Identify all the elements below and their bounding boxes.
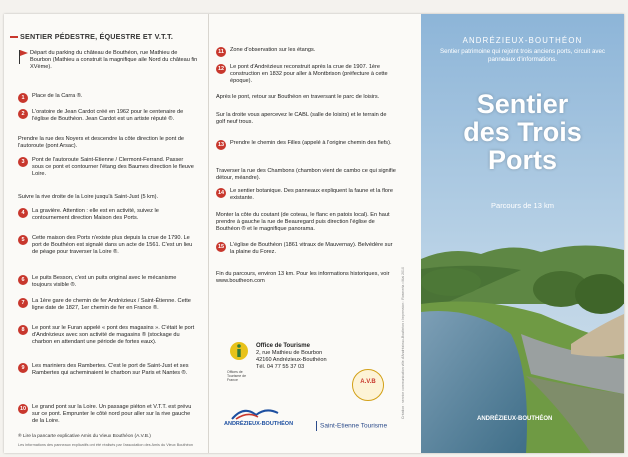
- step-number-badge: 9: [18, 363, 28, 373]
- route-step-text: Pont de l'autoroute Saint-Etienne / Clermont-Ferrand. Passer sous ce pont et contourner l'étang des Baumes direction le fleuve Loire.: [32, 157, 194, 177]
- avb-badge-logo: [352, 369, 384, 401]
- panel-route-part2: [208, 14, 421, 453]
- office-block: [256, 343, 376, 371]
- panel-route-part1: [4, 14, 208, 453]
- step-number-badge: 5: [18, 235, 28, 245]
- route-step-text: Le puits Besson, c'est un puits original avec le mécanisme toujours visible ®.: [32, 275, 177, 288]
- step-number-badge: 8: [18, 325, 28, 335]
- step-number-badge: 7: [18, 298, 28, 308]
- section-header: [10, 32, 173, 41]
- st-etienne-label: Saint-Etienne Tourisme: [320, 422, 388, 430]
- route-step-text: Zone d'observation sur les étangs.: [230, 47, 316, 53]
- route-step-text: Les mariniers des Rambertes. C'est le port de Saint-Just et ses Rambertes qui acheminaient le charbon sur Paris et Nantes ®.: [32, 363, 189, 376]
- footnote: ® Lire la pancarte explicative Amis du Vieux Bouthéon (A.V.B.): [18, 434, 151, 439]
- wave-logo-icon: [224, 403, 284, 421]
- route-step-text: Sur la droite vous apercevez le CABL (salle de loisirs) et le terrain de golf neuf trous.: [216, 112, 387, 125]
- route-step-text: Cette maison des Ports n'existe plus depuis la crue de 1790. Le port de Bouthéon est signalé dans un acte de 1561. C'est un lieu de péage pour traverser la Loire ®.: [32, 235, 193, 255]
- step-number-badge: 11: [216, 47, 226, 57]
- office-address: 2, rue Mathieu de Bourbon: [256, 350, 323, 356]
- cover-logo-text: ANDRÉZIEUX-BOUTHÉON: [477, 416, 553, 422]
- route-step-text: Le pont d'Andrézieux reconstruit après la crue de 1907. 1ère construction en 1832 pour aller à Montbrison (préfecture à cette époque).: [230, 64, 388, 84]
- saint-etienne-tourisme-logo: [316, 421, 387, 431]
- cover-subtitle: Sentier patrimoine qui rejoint trois anciens ports, circuit avec panneaux d'informations.: [439, 48, 606, 63]
- route-step-text: Monter la côte du coutant (de coteau, le flanc en patois local). En haut prendre à gauche la rue de Beauregard puis direction l'église de Bouthéon ® et le magnifique panorama.: [216, 212, 390, 232]
- logo-city-text: ANDRÉZIEUX-BOUTHÉON: [224, 421, 294, 427]
- office-phone: Tél. 04 77 55 37 03: [256, 364, 305, 370]
- step-number-badge: 12: [217, 66, 225, 72]
- route-step-text: Le pont sur le Furan appelé « pont des magasins ». C'était le port d'Andrézieux avec son activité de magasins ® (stockage du charbon en attendant une période de fortes eaux).: [32, 325, 195, 345]
- avb-label: A.V.B: [360, 379, 376, 385]
- office-logo-label: Offices de Tourisme de France: [227, 370, 247, 382]
- step-number-badge: 13: [217, 142, 225, 148]
- cover-photo: [421, 14, 624, 453]
- route-step-text: Le grand pont sur la Loire. Un passage piéton et V.T.T. est prévu sur ce pont. Emprunter le côté nord pour aller sur la rive gauche de la Loire.: [32, 404, 192, 424]
- cover-city: ANDRÉZIEUX-BOUTHÉON: [462, 36, 583, 45]
- step-number-badge: 14: [217, 190, 225, 196]
- title-line-2: des Trois: [463, 117, 582, 147]
- office-city: 42160 Andrézieux-Bouthéon: [256, 357, 327, 363]
- route-step-text: Place de la Carra ®.: [32, 93, 83, 99]
- step-number-badge: 15: [217, 244, 225, 250]
- route-step-text: Après le pont, retour sur Bouthéon en traversant le parc de loisirs.: [216, 94, 380, 100]
- route-step-text: Prendre la rue des Noyers et descendre la côte direction le pont de l'autoroute (pont Arsac).: [18, 136, 185, 149]
- print-credits: Création : service communication ville d'Andrézieux-Bouthéon • Impression : Rosmerta • Mai 2010: [401, 267, 405, 419]
- cover-title: [421, 90, 624, 174]
- info-i-icon: [229, 341, 249, 371]
- header-bar-icon: [10, 36, 18, 38]
- start-text: Départ du parking du château de Bouthéon, rue Mathieu de Bourbon (Mathieu a construit la magnifique aile Nord du château fin XVème).: [30, 50, 198, 70]
- route-step-text: Fin du parcours, environ 13 km. Pour les informations historiques, voir www.boutheon.com: [216, 271, 390, 284]
- route-step-text: La 1ère gare de chemin de fer Andrézieux / Saint-Étienne. Cette ligne date de 1827, 1er chemin de fer en France ®.: [32, 298, 191, 311]
- office-tourisme-logo: [229, 341, 249, 371]
- route-step-text: La gravière. Attention : elle est en activité, suivez le contournement direction Maison des Ports.: [32, 208, 159, 221]
- route-step-text: L'église de Bouthéon (1861 vitraux de Mauvernay). Belvédère sur la plaine du Forez.: [230, 242, 393, 255]
- route-step-text: Prendre le chemin des Filles (appelé à l'origine chemin des fiefs).: [230, 140, 392, 146]
- step-number-badge: 1: [18, 93, 28, 103]
- step-number-badge: 6: [18, 275, 28, 285]
- footnote-small: Les informations des panneaux explicatifs ont été réalisés par l'association des Amis du Vieux Bouthéon: [18, 443, 193, 447]
- section-title: SENTIER PÉDESTRE, ÉQUESTRE ET V.T.T.: [20, 32, 174, 41]
- route-step-text: Suivre la rive droite de la Loire jusqu'à Saint-Just (5 km).: [18, 194, 159, 200]
- cover-panel: [421, 14, 624, 453]
- route-step-text: Traverser la rue des Chambons (chambon vient de cambo ce qui signifie détour, méandre).: [216, 168, 396, 181]
- step-number-badge: 3: [18, 157, 28, 167]
- title-line-3: Ports: [487, 145, 558, 175]
- title-line-1: Sentier: [476, 89, 569, 119]
- step-number-badge: 10: [19, 406, 27, 412]
- andrezieux-logo: [224, 403, 314, 433]
- route-step-text: Le sentier botanique. Des panneaux expliquent la faune et la flore existante.: [230, 188, 393, 201]
- office-title: Office de Tourisme: [256, 343, 310, 349]
- brochure-sheet: [4, 14, 624, 453]
- step-number-badge: 4: [18, 208, 28, 218]
- start-flag-icon: [19, 50, 20, 64]
- route-step-text: L'oratoire de Jean Cardot créé en 1962 pour le centenaire de l'église de Bouthéon. Jean Cardot est un artiste réputé ®.: [32, 109, 184, 122]
- parcours-length: Parcours de 13 km: [491, 201, 554, 210]
- step-number-badge: 2: [18, 109, 28, 119]
